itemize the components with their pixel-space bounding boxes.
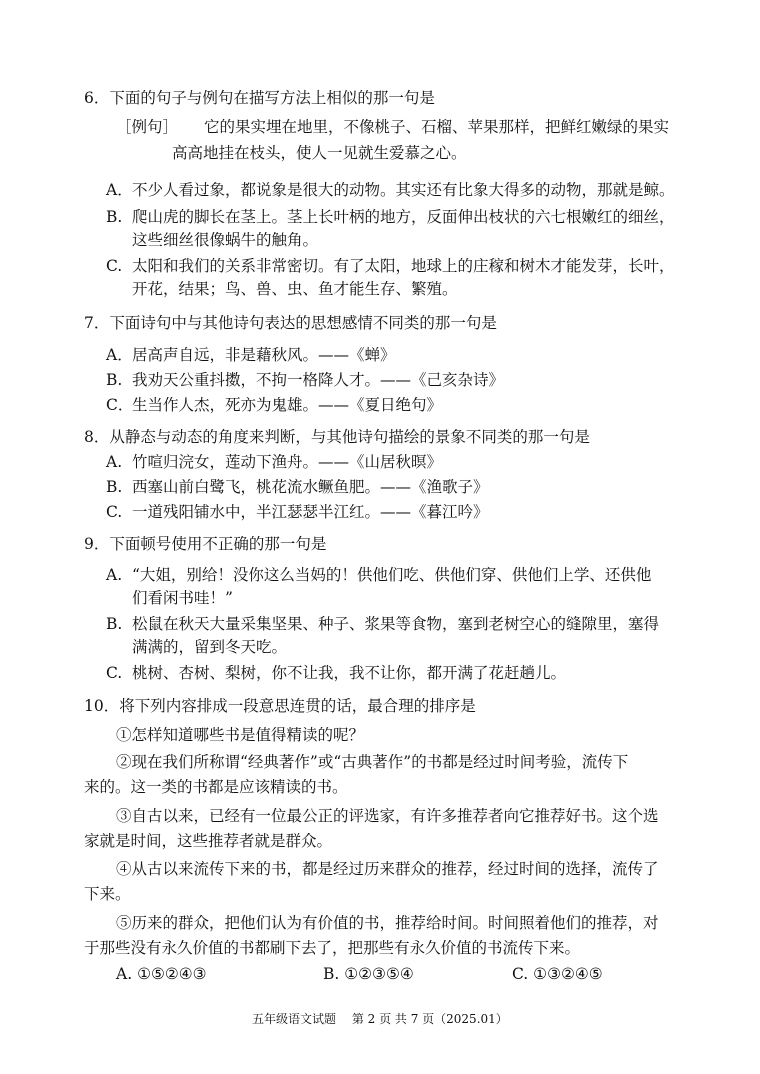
option-text: “大姐，别给！没你这么当妈的！供他们吃、供他们穿、供他们上学、还供他 [132, 566, 652, 584]
option-text: 生当作人杰，死亦为鬼雄。——《夏日绝句》 [132, 396, 443, 414]
option-text: 太阳和我们的关系非常密切。有了太阳，地球上的庄稼和树木才能发芽，长叶， [132, 257, 675, 275]
q10-item-1: ①怎样知道哪些书是值得精读的呢？ [116, 726, 365, 744]
q10-item-5-cont: 于那些没有永久价值的书都刷下去了，把那些有永久价值的书流传下来。 [84, 939, 581, 957]
option-label: A. [116, 965, 133, 983]
option-text: ①③②④⑤ [533, 965, 603, 983]
option-text: 爬山虎的脚长在茎上。茎上长叶柄的地方，反面伸出枝状的六七根嫩红的细丝， [132, 208, 675, 226]
q10-item-4-cont: 下来。 [84, 885, 131, 903]
option-label: C. [512, 965, 529, 983]
option-text: 我劝天公重抖擞，不拘一格降人才。——《己亥杂诗》 [132, 371, 505, 389]
option-label: C. [106, 664, 123, 682]
q6-stem: 6．下面的句子与例句在描写方法上相似的那一句是 [84, 89, 435, 107]
option-label: A． [106, 346, 133, 364]
q10-option-a [116, 964, 207, 984]
option-label: A. [106, 566, 123, 584]
q9-option-c [106, 663, 566, 683]
q10-option-b [323, 964, 414, 984]
option-label: C． [106, 396, 134, 414]
q7-option-c [106, 395, 442, 415]
option-text: ①⑤②④③ [137, 965, 207, 983]
q6-option-a [106, 180, 675, 200]
q10-stem: 10．将下列内容排成一段意思连贯的话，最合理的排序是 [84, 697, 476, 715]
q6-example-line-1: 它的果实埋在地里，不像桃子、石榴、苹果那样，把鲜红嫩绿的果实 [204, 118, 670, 136]
q6-option-c [106, 256, 675, 276]
option-text: 竹喧归浣女，莲动下渔舟。——《山居秋暝》 [132, 453, 443, 471]
option-text: 不少人看过象，都说象是很大的动物。其实还有比象大得多的动物，那就是鲸。 [132, 181, 675, 199]
q10-option-c [512, 964, 603, 984]
q10-item-3-cont: 家就是时间，这些推荐者就是群众。 [84, 832, 333, 850]
q10-item-2-cont: 来的。这一类的书都是应该精读的书。 [84, 778, 348, 796]
option-label: B. [323, 965, 340, 983]
q7-stem: 7．下面诗句中与其他诗句表达的思想感情不同类的那一句是 [84, 314, 497, 332]
q9-option-a-cont: 们看闲书哇！” [132, 589, 233, 607]
q6-option-b-cont: 这些细丝很像蜗牛的触角。 [132, 231, 319, 249]
q6-option-c-cont: 开花，结果；鸟、兽、虫、鱼才能生存、繁殖。 [132, 280, 458, 298]
q6-option-b [106, 207, 675, 227]
q9-stem: 9．下面顿号使用不正确的那一句是 [84, 535, 327, 553]
option-label: A. [106, 453, 123, 471]
q10-item-3: ③自古以来，已经有一位最公正的评选家，有许多推荐者向它推荐好书。这个选 [116, 807, 659, 825]
q9-option-b-cont: 满满的，留到冬天吃。 [132, 638, 288, 656]
q9-option-b [106, 614, 659, 634]
q8-option-a [106, 452, 442, 472]
option-text: 居高声自远，非是藉秋风。——《蝉》 [132, 346, 396, 364]
q9-option-a [106, 565, 651, 585]
option-label: B. [106, 371, 123, 389]
option-label: A． [106, 181, 133, 199]
option-label: B. [106, 208, 123, 226]
q8-option-b [106, 477, 489, 497]
q6-example-label: ［例句］ [116, 118, 179, 136]
q10-item-4: ④从古以来流传下来的书，都是经过历来群众的推荐，经过时间的选择，流传了 [116, 860, 659, 878]
option-label: C. [106, 257, 123, 275]
option-text: 松鼠在秋天大量采集坚果、种子、浆果等食物，塞到老树空心的缝隙里，塞得 [132, 615, 660, 633]
q8-option-c [106, 502, 489, 522]
q10-item-5: ⑤历来的群众，把他们认为有价值的书，推荐给时间。时间照着他们的推荐，对 [116, 914, 659, 932]
q10-item-2: ②现在我们所称谓“经典著作”或“古典著作”的书都是经过时间考验，流传下 [116, 753, 629, 771]
option-text: 一道残阳铺水中，半江瑟瑟半江红。——《暮江吟》 [132, 503, 489, 521]
q7-option-a [106, 345, 396, 365]
q8-stem: 8．从静态与动态的角度来判断，与其他诗句描绘的景象不同类的那一句是 [84, 428, 590, 446]
option-label: B. [106, 615, 123, 633]
q6-example-line-2: 高高地挂在枝头，使人一见就生爱慕之心。 [172, 144, 467, 162]
q7-option-b [106, 370, 504, 390]
option-text: ①②③⑤④ [344, 965, 414, 983]
option-text: 桃树、杏树、梨树，你不让我，我不让你，都开满了花赶趟儿。 [132, 664, 567, 682]
option-text: 西塞山前白鹭飞，桃花流水鳜鱼肥。——《渔歌子》 [132, 478, 489, 496]
option-label: B. [106, 478, 123, 496]
page-footer: 五年级语文试题 第 2 页 共 7 页（2025.01） [252, 1012, 508, 1026]
option-label: C. [106, 503, 123, 521]
